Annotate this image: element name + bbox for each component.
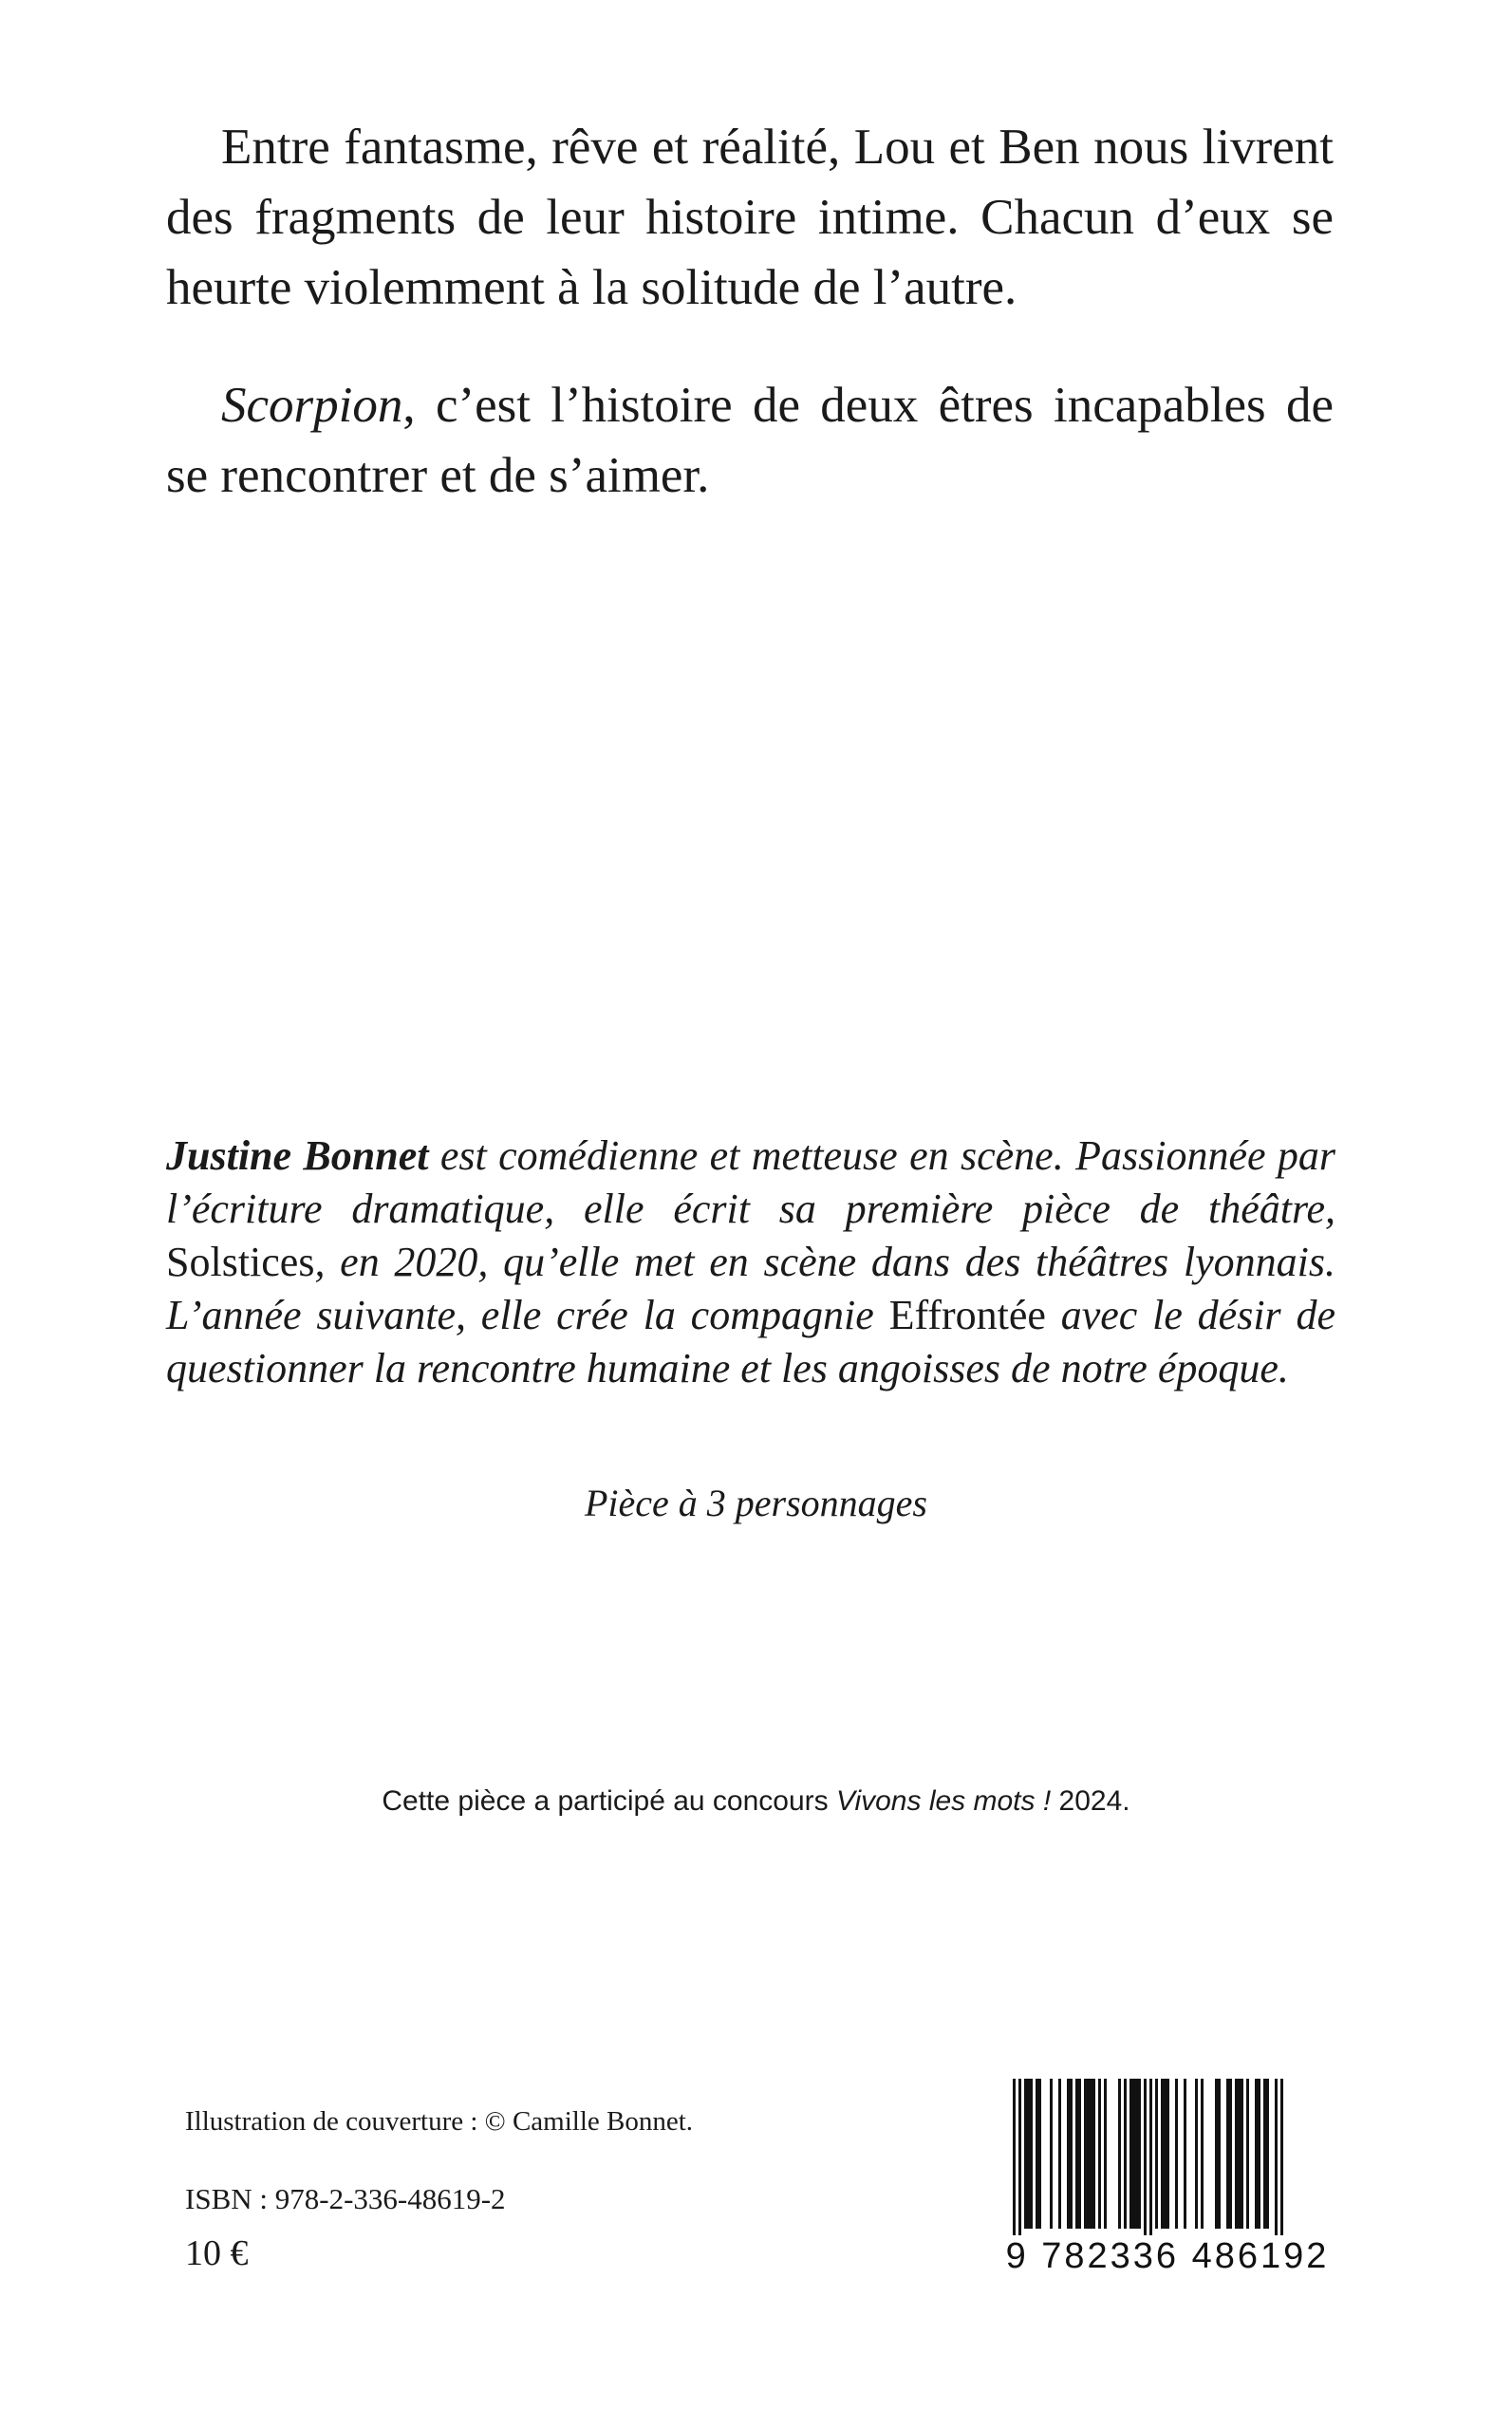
- barcode-bar: [1058, 2079, 1061, 2229]
- barcode-bar: [1258, 2079, 1260, 2229]
- barcode-bar: [1280, 2079, 1283, 2235]
- barcode-bar: [1018, 2079, 1021, 2235]
- contest-suffix: 2024.: [1051, 1785, 1130, 1817]
- barcode-bar: [1078, 2079, 1081, 2229]
- barcode-bar: [1167, 2079, 1169, 2229]
- barcode-bar: [1075, 2079, 1078, 2229]
- barcode-bar: [1092, 2079, 1095, 2229]
- contest-note: [0, 1783, 1512, 1821]
- barcode-bar: [1226, 2079, 1229, 2229]
- barcode-bar: [1144, 2079, 1147, 2235]
- barcode-bar: [1266, 2079, 1269, 2229]
- barcode-bar: [1050, 2079, 1053, 2229]
- barcode-bar: [1215, 2079, 1218, 2229]
- summary-paragraph-2-text: , c’est l’histoire de deux êtres incapables de se rencontrer et de s’aimer.: [166, 378, 1334, 503]
- barcode-bar: [1138, 2079, 1141, 2229]
- barcode-bars: [992, 2079, 1343, 2235]
- barcode-bar: [1084, 2079, 1087, 2229]
- barcode-bar: [1036, 2079, 1038, 2229]
- barcode-bar: [1161, 2079, 1164, 2229]
- barcode-bar: [1104, 2079, 1107, 2229]
- barcode-bar: [1098, 2079, 1101, 2229]
- barcode-bar: [1246, 2079, 1249, 2229]
- barcode-bar: [1201, 2079, 1204, 2229]
- bio-text-1: est comédienne et metteuse en scène. Passionnée par l’écriture dramatique, elle écrit sa première pièce de théâtre,: [166, 1132, 1336, 1232]
- barcode-bar: [1241, 2079, 1243, 2229]
- company-name: Effrontée: [888, 1292, 1046, 1338]
- barcode-bar: [1124, 2079, 1127, 2229]
- barcode-bar: [1155, 2079, 1158, 2229]
- price: 10 €: [185, 2233, 249, 2273]
- cast-note: Pièce à 3 personnages: [584, 1482, 927, 1524]
- author-name: Justine Bonnet: [166, 1132, 429, 1179]
- isbn: ISBN : 978-2-336-48619-2: [185, 2182, 506, 2215]
- barcode-bar: [1275, 2079, 1278, 2235]
- barcode-bar: [1175, 2079, 1178, 2229]
- isbn-barcode: [992, 2079, 1343, 2283]
- barcode-bar: [1027, 2079, 1030, 2229]
- summary-paragraph-2: [166, 370, 1334, 511]
- barcode-bar: [1238, 2079, 1241, 2229]
- barcode-bar: [1255, 2079, 1258, 2229]
- first-play-title: Solstices: [166, 1239, 315, 1285]
- play-title: Scorpion: [221, 378, 403, 433]
- barcode-bar: [1218, 2079, 1221, 2229]
- back-cover-summary: [166, 112, 1334, 511]
- summary-paragraph-1: Entre fantasme, rêve et réalité, Lou et Ben nous livrent des fragments de leur histoire intime. Chacun d’eux se heurte violemment à la solitude de l’autre.: [166, 120, 1334, 315]
- barcode-bar: [1030, 2079, 1033, 2229]
- barcode-bar: [1090, 2079, 1092, 2229]
- contest-prefix: Cette pièce a participé au concours: [382, 1785, 836, 1817]
- bio-text-2: , en 2020, qu’elle met en scène dans des théâtres lyonnais. L’année suivante, elle crée la compagnie: [166, 1239, 1335, 1338]
- contest-name: Vivons les mots !: [835, 1785, 1052, 1817]
- barcode-bar: [1195, 2079, 1198, 2229]
- barcode-bar: [1164, 2079, 1167, 2229]
- barcode-digits: 9 782336 486192: [1005, 2236, 1330, 2276]
- barcode-bar: [1129, 2079, 1132, 2229]
- barcode-bar: [1135, 2079, 1138, 2229]
- author-biography: [166, 1130, 1335, 1395]
- barcode-bar: [1118, 2079, 1121, 2229]
- barcode-bar: [1024, 2079, 1027, 2229]
- barcode-bar: [1070, 2079, 1073, 2229]
- cover-illustration-credit: Illustration de couverture : © Camille Bonnet.: [185, 2106, 694, 2137]
- barcode-bar: [1263, 2079, 1266, 2229]
- barcode-bar: [1184, 2079, 1186, 2229]
- barcode-bar: [1229, 2079, 1232, 2229]
- barcode-bar: [1235, 2079, 1238, 2229]
- barcode-bar: [1132, 2079, 1135, 2229]
- barcode-bar: [1149, 2079, 1152, 2235]
- barcode-bar: [1087, 2079, 1090, 2229]
- bio-text-3: avec le désir de questionner la rencontre humaine et les angoisses de notre époque.: [166, 1292, 1336, 1391]
- barcode-bar: [1067, 2079, 1070, 2229]
- barcode-bar: [1013, 2079, 1016, 2235]
- barcode-bar: [1038, 2079, 1041, 2229]
